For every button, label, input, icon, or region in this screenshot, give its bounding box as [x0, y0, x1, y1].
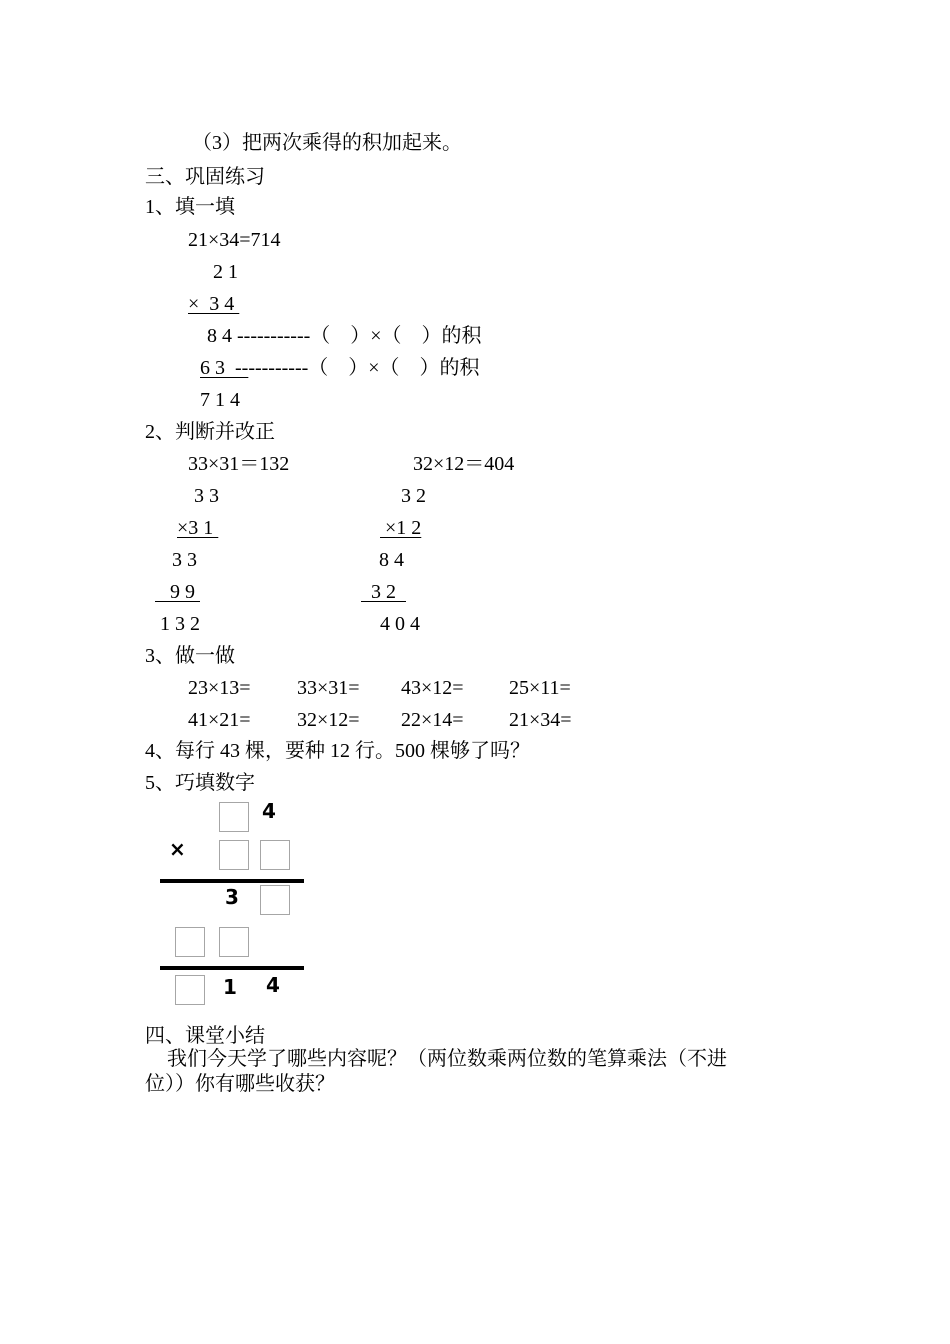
q3-item-6: 32×12= [297, 709, 360, 731]
q1-partial-2 [200, 356, 480, 380]
q1-multiplicand: 2 1 [213, 261, 238, 283]
q1-result: 7 1 4 [200, 389, 240, 411]
q5-digit-bottom-2: 4 [266, 973, 280, 997]
q5-blank-box[interactable] [219, 802, 249, 832]
q2-left-equation: 33×31＝132 [188, 453, 290, 475]
summary-line-1: 我们今天学了哪些内容呢？（两位数乘两位数的笔算乘法（不进 [167, 1048, 727, 1070]
q2-right-multiplier: ×1 2 [380, 517, 422, 539]
q2-right-partial-1: 8 4 [379, 549, 404, 571]
q5-digit-mid: 3 [225, 885, 239, 909]
q2-left-partial-1: 3 3 [172, 549, 197, 571]
q2-left-multiplicand: 3 3 [194, 485, 219, 507]
q1-partial-1 [207, 324, 482, 348]
q1-partial-1-value: 8 4 [207, 325, 232, 347]
q1-equation: 21×34=714 [188, 229, 281, 251]
q3-title: 3、做一做 [145, 645, 235, 667]
step-3-text: （3）把两次乘得的积加起来。 [192, 132, 462, 154]
section-4-title: 四、课堂小结 [145, 1025, 265, 1047]
summary-line-2: 位））你有哪些收获？ [145, 1073, 335, 1095]
q3-item-2: 33×31= [297, 677, 360, 699]
q2-left-result: 1 3 2 [160, 613, 200, 635]
q2-right-partial-2: 3 2 [361, 581, 406, 603]
q5-rule-2 [160, 966, 304, 970]
q3-item-8: 21×34= [509, 709, 572, 731]
q2-right-multiplicand: 3 2 [401, 485, 426, 507]
q2-left-multiplier: ×3 1 [177, 517, 219, 539]
q1-partial-2-blank: ---------（ ）×（ ）的积 [248, 357, 480, 379]
q3-item-5: 41×21= [188, 709, 251, 731]
q5-blank-box[interactable] [219, 840, 249, 870]
q5-digit-bottom-1: 1 [223, 975, 237, 999]
q5-blank-box[interactable] [175, 927, 205, 957]
q1-multiplier: × 3 4 [188, 293, 240, 315]
q3-item-7: 22×14= [401, 709, 464, 731]
q4-text: 4、每行 43 棵，要种 12 行。500 棵够了吗？ [145, 740, 530, 762]
q3-item-1: 23×13= [188, 677, 251, 699]
q5-digit-top: 4 [262, 799, 276, 823]
q2-right-result: 4 0 4 [380, 613, 420, 635]
section-3-title: 三、巩固练习 [145, 166, 265, 188]
q5-times-sign: × [169, 837, 186, 861]
q5-rule-1 [160, 879, 304, 883]
q1-title: 1、填一填 [145, 196, 235, 218]
q5-title: 5、巧填数字 [145, 772, 255, 794]
q5-blank-box[interactable] [219, 927, 249, 957]
q3-item-4: 25×11= [509, 677, 571, 699]
q1-partial-2-value: 6 3 -- [200, 357, 249, 379]
q2-right-equation: 32×12＝404 [413, 453, 515, 475]
q2-left-partial-2: 9 9 [155, 581, 200, 603]
q2-title: 2、判断并改正 [145, 421, 275, 443]
q5-blank-box[interactable] [260, 885, 290, 915]
q5-blank-box[interactable] [175, 975, 205, 1005]
q5-blank-box[interactable] [260, 840, 290, 870]
q1-partial-1-blank: -----------（ ）×（ ）的积 [232, 325, 482, 347]
q3-item-3: 43×12= [401, 677, 464, 699]
